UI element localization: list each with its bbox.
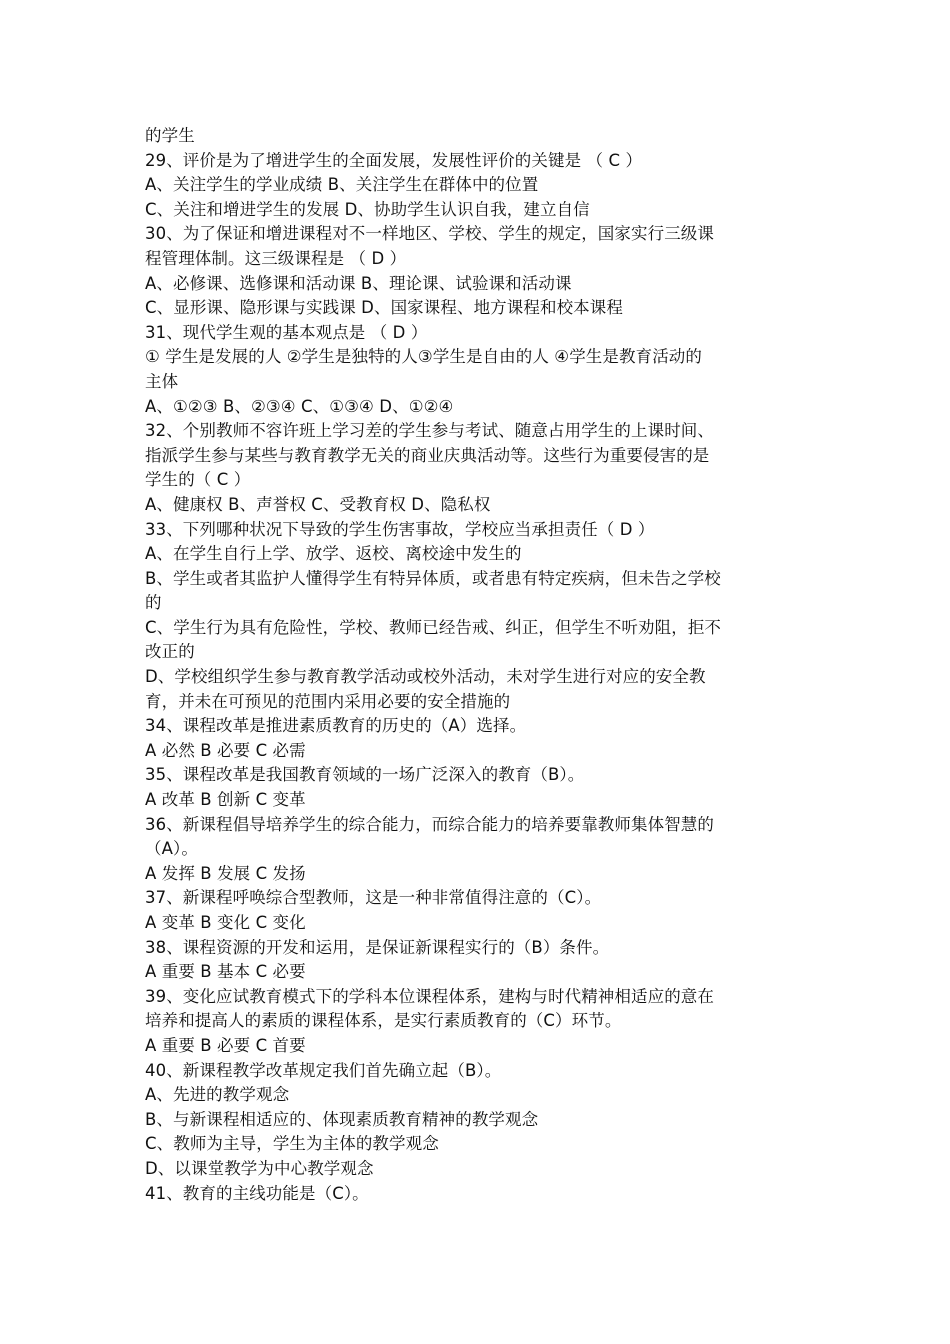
text-line: C、关注和增进学生的发展 D、协助学生认识自我，建立自信 bbox=[145, 199, 590, 219]
text-line: C、显形课、隐形课与实践课 D、国家课程、地方课程和校本课程 bbox=[145, 298, 623, 318]
text-line: ① 学生是发展的人 ②学生是独特的人③学生是自由的人 ④学生是教育活动的 bbox=[145, 347, 703, 367]
text-line: （A）。 bbox=[145, 839, 198, 859]
text-line: A 必然 B 必要 C 必需 bbox=[145, 740, 306, 760]
document-body bbox=[145, 124, 813, 1206]
text-line: 的 bbox=[145, 593, 162, 613]
text-line: D、以课堂教学为中心教学观念 bbox=[145, 1158, 374, 1178]
text-line: C、教师为主导，学生为主体的教学观念 bbox=[145, 1134, 439, 1154]
text-line: 主体 bbox=[145, 371, 179, 391]
text-line: 指派学生参与某些与教育教学无关的商业庆典活动等。这些行为重要侵害的是 bbox=[145, 445, 710, 465]
text-line: A、关注学生的学业成绩 B、关注学生在群体中的位置 bbox=[145, 175, 539, 195]
text-line: B、与新课程相适应的、体现素质教育精神的教学观念 bbox=[145, 1109, 539, 1129]
text-line: 40、新课程教学改革规定我们首先确立起（B）。 bbox=[145, 1060, 502, 1080]
text-line: 37、新课程呼唤综合型教师，这是一种非常值得注意的（C）。 bbox=[145, 888, 602, 908]
text-line: 学生的（ C ） bbox=[145, 470, 251, 490]
text-line: A 改革 B 创新 C 变革 bbox=[145, 790, 306, 810]
text-line: A 发挥 B 发展 C 发扬 bbox=[145, 863, 306, 883]
text-line: 36、新课程倡导培养学生的综合能力，而综合能力的培养要靠教师集体智慧的 bbox=[145, 814, 714, 834]
text-line: 32、个别教师不容许班上学习差的学生参与考试、随意占用学生的上课时间、 bbox=[145, 421, 714, 441]
text-line: C、学生行为具有危险性，学校、教师已经告戒、纠正，但学生不听劝阻，拒不 bbox=[145, 617, 722, 637]
text-line: 培养和提高人的素质的课程体系，是实行素质教育的（C）环节。 bbox=[145, 1011, 622, 1031]
text-line: 30、为了保证和增进课程对不一样地区、学校、学生的规定，国家实行三级课 bbox=[145, 224, 714, 244]
text-line: A 重要 B 必要 C 首要 bbox=[145, 1035, 306, 1055]
text-line: D、学校组织学生参与教育教学活动或校外活动，未对学生进行对应的安全教 bbox=[145, 667, 706, 687]
text-line: 31、现代学生观的基本观点是 （ D ） bbox=[145, 322, 428, 342]
text-line: 34、课程改革是推进素质教育的历史的（A）选择。 bbox=[145, 716, 527, 736]
text-line: A 变革 B 变化 C 变化 bbox=[145, 913, 306, 932]
text-line: A、在学生自行上学、放学、返校、离校途中发生的 bbox=[145, 544, 522, 564]
text-line: 改正的 bbox=[145, 642, 195, 662]
text-line: 育，并未在可预见的范围内采用必要的安全措施的 bbox=[145, 691, 511, 711]
text-line: 35、课程改革是我国教育领域的一场广泛深入的教育（B）。 bbox=[145, 765, 585, 785]
text-line: A 重要 B 基本 C 必要 bbox=[145, 962, 306, 982]
text-line: 39、变化应试教育模式下的学科本位课程体系，建构与时代精神相适应的意在 bbox=[145, 986, 714, 1006]
text-line: 29、评价是为了增进学生的全面发展，发展性评价的关键是 （ C ） bbox=[145, 150, 643, 170]
text-line: B、学生或者其监护人懂得学生有特异体质，或者患有特定疾病，但未告之学校 bbox=[145, 568, 721, 588]
text-line: 33、下列哪种状况下导致的学生伤害事故，学校应当承担责任（ D ） bbox=[145, 519, 655, 539]
text-line: 41、教育的主线功能是（C）。 bbox=[145, 1183, 369, 1203]
text-line: A、先进的教学观念 bbox=[145, 1085, 290, 1105]
text-line: A、必修课、选修课和活动课 B、理论课、试验课和活动课 bbox=[145, 273, 572, 293]
text-line: 38、课程资源的开发和运用，是保证新课程实行的（B）条件。 bbox=[145, 937, 610, 957]
text-line: A、①②③ B、②③④ C、①③④ D、①②④ bbox=[145, 396, 454, 416]
text-line: 程管理体制。这三级课程是 （ D ） bbox=[145, 248, 407, 268]
text-line: 的学生 bbox=[145, 126, 195, 145]
text-line: A、健康权 B、声誉权 C、受教育权 D、隐私权 bbox=[145, 494, 491, 514]
